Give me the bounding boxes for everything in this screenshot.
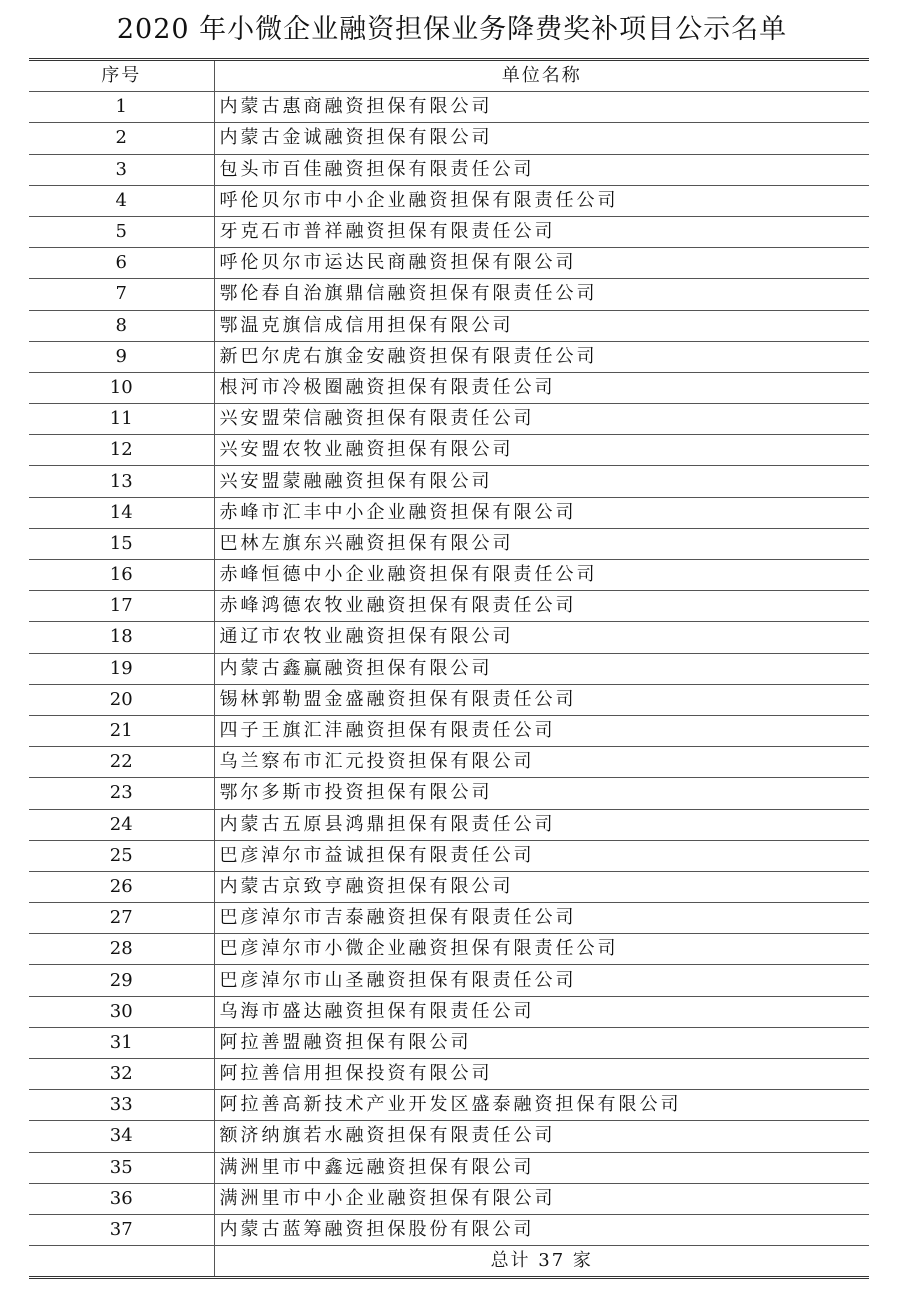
row-number: 31 [29, 1027, 214, 1058]
table-row [29, 684, 869, 715]
table-row [29, 996, 869, 1027]
table-row [29, 903, 869, 934]
table-row [29, 934, 869, 965]
row-number: 34 [29, 1121, 214, 1152]
table-row [29, 1121, 869, 1152]
table-row [29, 871, 869, 902]
company-name: 鄂温克旗信成信用担保有限公司 [214, 310, 869, 341]
table-row [29, 1214, 869, 1245]
table-row [29, 653, 869, 684]
table-row [29, 341, 869, 372]
company-name: 内蒙古鑫赢融资担保有限公司 [214, 653, 869, 684]
company-name: 巴林左旗东兴融资担保有限公司 [214, 528, 869, 559]
company-name: 满洲里市中鑫远融资担保有限公司 [214, 1152, 869, 1183]
company-name: 通辽市农牧业融资担保有限公司 [214, 622, 869, 653]
row-number: 7 [29, 279, 214, 310]
table-row [29, 248, 869, 279]
row-number: 16 [29, 560, 214, 591]
row-number: 2 [29, 123, 214, 154]
company-name: 鄂尔多斯市投资担保有限公司 [214, 778, 869, 809]
company-name: 呼伦贝尔市中小企业融资担保有限责任公司 [214, 185, 869, 216]
row-number: 22 [29, 747, 214, 778]
table-row [29, 1090, 869, 1121]
table-row [29, 840, 869, 871]
table-row [29, 123, 869, 154]
table-row [29, 154, 869, 185]
row-number: 24 [29, 809, 214, 840]
company-name: 巴彦淖尔市小微企业融资担保有限责任公司 [214, 934, 869, 965]
row-number: 28 [29, 934, 214, 965]
company-name: 兴安盟农牧业融资担保有限公司 [214, 435, 869, 466]
row-number: 33 [29, 1090, 214, 1121]
total-empty-cell [29, 1246, 214, 1278]
company-name: 锡林郭勒盟金盛融资担保有限责任公司 [214, 684, 869, 715]
table-row [29, 1183, 869, 1214]
company-name: 内蒙古五原县鸿鼎担保有限责任公司 [214, 809, 869, 840]
company-name: 阿拉善高新技术产业开发区盛泰融资担保有限公司 [214, 1090, 869, 1121]
total-count: 总计 37 家 [214, 1246, 869, 1278]
company-name: 兴安盟蒙融融资担保有限公司 [214, 466, 869, 497]
company-name: 牙克石市普祥融资担保有限责任公司 [214, 216, 869, 247]
company-name: 额济纳旗若水融资担保有限责任公司 [214, 1121, 869, 1152]
company-name: 呼伦贝尔市运达民商融资担保有限公司 [214, 248, 869, 279]
row-number: 6 [29, 248, 214, 279]
row-number: 4 [29, 185, 214, 216]
document-title: 2020 年小微企业融资担保业务降费奖补项目公示名单 [116, 14, 788, 45]
row-number: 14 [29, 497, 214, 528]
table-row [29, 1059, 869, 1090]
table-row [29, 778, 869, 809]
row-number: 37 [29, 1214, 214, 1245]
company-name: 内蒙古金诚融资担保有限公司 [214, 123, 869, 154]
table-row [29, 528, 869, 559]
table-row [29, 809, 869, 840]
table-row [29, 965, 869, 996]
company-name: 巴彦淖尔市山圣融资担保有限责任公司 [214, 965, 869, 996]
row-number: 3 [29, 154, 214, 185]
table-row [29, 747, 869, 778]
company-name: 赤峰恒德中小企业融资担保有限责任公司 [214, 560, 869, 591]
row-number: 10 [29, 372, 214, 403]
row-number: 26 [29, 871, 214, 902]
table-row [29, 622, 869, 653]
company-name: 四子王旗汇沣融资担保有限责任公司 [214, 715, 869, 746]
row-number: 8 [29, 310, 214, 341]
company-name: 乌海市盛达融资担保有限责任公司 [214, 996, 869, 1027]
table-body [29, 92, 869, 1246]
table-row [29, 216, 869, 247]
row-number: 12 [29, 435, 214, 466]
row-number: 15 [29, 528, 214, 559]
row-number: 30 [29, 996, 214, 1027]
table-row [29, 185, 869, 216]
company-name: 内蒙古蓝筹融资担保股份有限公司 [214, 1214, 869, 1245]
company-name: 内蒙古惠商融资担保有限公司 [214, 92, 869, 123]
table-row [29, 279, 869, 310]
company-name: 赤峰鸿德农牧业融资担保有限责任公司 [214, 591, 869, 622]
table-row [29, 404, 869, 435]
company-name: 阿拉善盟融资担保有限公司 [214, 1027, 869, 1058]
header-company-name: 单位名称 [214, 60, 869, 92]
row-number: 23 [29, 778, 214, 809]
table-row [29, 1152, 869, 1183]
row-number: 9 [29, 341, 214, 372]
row-number: 20 [29, 684, 214, 715]
row-number: 11 [29, 404, 214, 435]
row-number: 19 [29, 653, 214, 684]
row-number: 32 [29, 1059, 214, 1090]
company-list-table [29, 58, 869, 1279]
company-name: 赤峰市汇丰中小企业融资担保有限公司 [214, 497, 869, 528]
company-name: 鄂伦春自治旗鼎信融资担保有限责任公司 [214, 279, 869, 310]
table-total-row [29, 1246, 869, 1278]
company-name: 阿拉善信用担保投资有限公司 [214, 1059, 869, 1090]
table-row [29, 310, 869, 341]
table-row [29, 497, 869, 528]
table-row [29, 466, 869, 497]
table-row [29, 560, 869, 591]
header-number: 序号 [29, 60, 214, 92]
company-name: 巴彦淖尔市益诚担保有限责任公司 [214, 840, 869, 871]
row-number: 18 [29, 622, 214, 653]
row-number: 5 [29, 216, 214, 247]
company-name: 巴彦淖尔市吉泰融资担保有限责任公司 [214, 903, 869, 934]
table-row [29, 435, 869, 466]
row-number: 36 [29, 1183, 214, 1214]
company-name: 包头市百佳融资担保有限责任公司 [214, 154, 869, 185]
row-number: 25 [29, 840, 214, 871]
table-row [29, 92, 869, 123]
table-row [29, 715, 869, 746]
company-name: 新巴尔虎右旗金安融资担保有限责任公司 [214, 341, 869, 372]
row-number: 21 [29, 715, 214, 746]
company-name: 满洲里市中小企业融资担保有限公司 [214, 1183, 869, 1214]
row-number: 13 [29, 466, 214, 497]
company-name: 内蒙古京致亨融资担保有限公司 [214, 871, 869, 902]
row-number: 17 [29, 591, 214, 622]
table-row [29, 372, 869, 403]
row-number: 1 [29, 92, 214, 123]
row-number: 27 [29, 903, 214, 934]
row-number: 29 [29, 965, 214, 996]
company-name: 兴安盟荣信融资担保有限责任公司 [214, 404, 869, 435]
table-row [29, 591, 869, 622]
company-name: 乌兰察布市汇元投资担保有限公司 [214, 747, 869, 778]
row-number: 35 [29, 1152, 214, 1183]
company-name: 根河市冷极圈融资担保有限责任公司 [214, 372, 869, 403]
table-row [29, 1027, 869, 1058]
table-header-row [29, 60, 869, 92]
